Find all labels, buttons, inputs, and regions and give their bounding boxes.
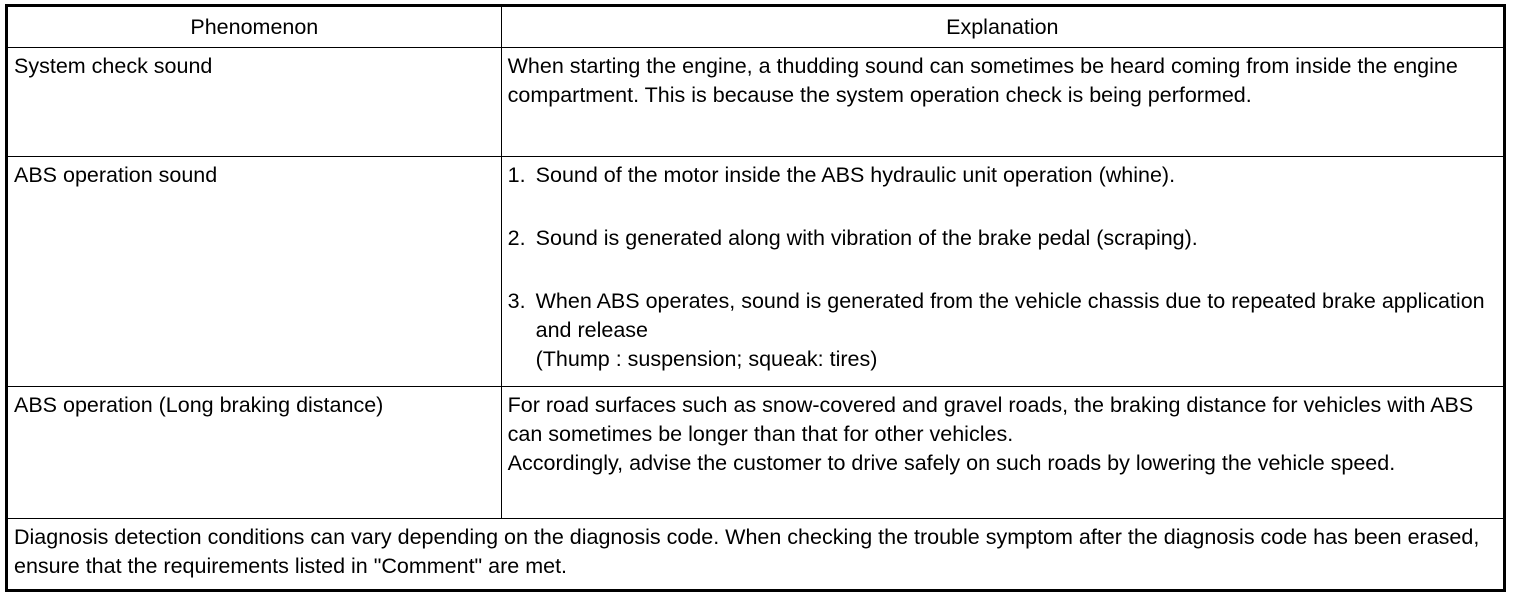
explanation-cell: [501, 157, 1504, 387]
explanation-paragraph: Accordingly, advise the customer to drive safely on such roads by lowering the vehicle speed.: [507, 451, 1396, 475]
list-item-text: Sound of the motor inside the ABS hydraulic unit operation (whine).: [535, 163, 1176, 187]
list-item-text: Sound is generated along with vibration of the brake pedal (scraping).: [535, 226, 1198, 250]
list-item: [508, 224, 1497, 253]
list-item-number: 2.: [507, 226, 526, 250]
list-item-body: [536, 287, 1497, 374]
list-item-subtext: (Thump : suspension; squeak: tires): [535, 347, 878, 371]
footer-note: Diagnosis detection conditions can vary depending on the diagnosis code. When checking the trouble symptom after the diagnosis code has been erased, ensure that the requirements listed in "Comment" are met.: [7, 519, 1505, 591]
list-item: [508, 161, 1497, 190]
footer-row: [7, 519, 1505, 591]
phenomenon-cell: ABS operation sound: [7, 157, 502, 387]
list-item-number: 1.: [507, 163, 526, 187]
list-item: [508, 287, 1497, 374]
explanation-paragraph: For road surfaces such as snow-covered and gravel roads, the braking distance for vehicles with ABS can sometimes be longer than that for other vehicles.: [507, 393, 1474, 446]
list-item-number: 3.: [507, 289, 526, 313]
list-item-text: When ABS operates, sound is generated from the vehicle chassis due to repeated brake application and release: [535, 289, 1485, 342]
table-row: [7, 48, 1505, 157]
header-phenomenon: Phenomenon: [7, 6, 502, 48]
explanation-cell: When starting the engine, a thudding sound can sometimes be heard coming from inside the engine compartment. This is because the system operation check is being performed.: [501, 48, 1504, 157]
phenomenon-cell: ABS operation (Long braking distance): [7, 387, 502, 519]
explanation-cell: [501, 387, 1504, 519]
table-row: [7, 387, 1505, 519]
header-explanation: Explanation: [501, 6, 1504, 48]
phenomenon-explanation-table: [5, 4, 1506, 592]
table-header-row: [7, 6, 1505, 48]
table-row: [7, 157, 1505, 387]
phenomenon-cell: System check sound: [7, 48, 502, 157]
